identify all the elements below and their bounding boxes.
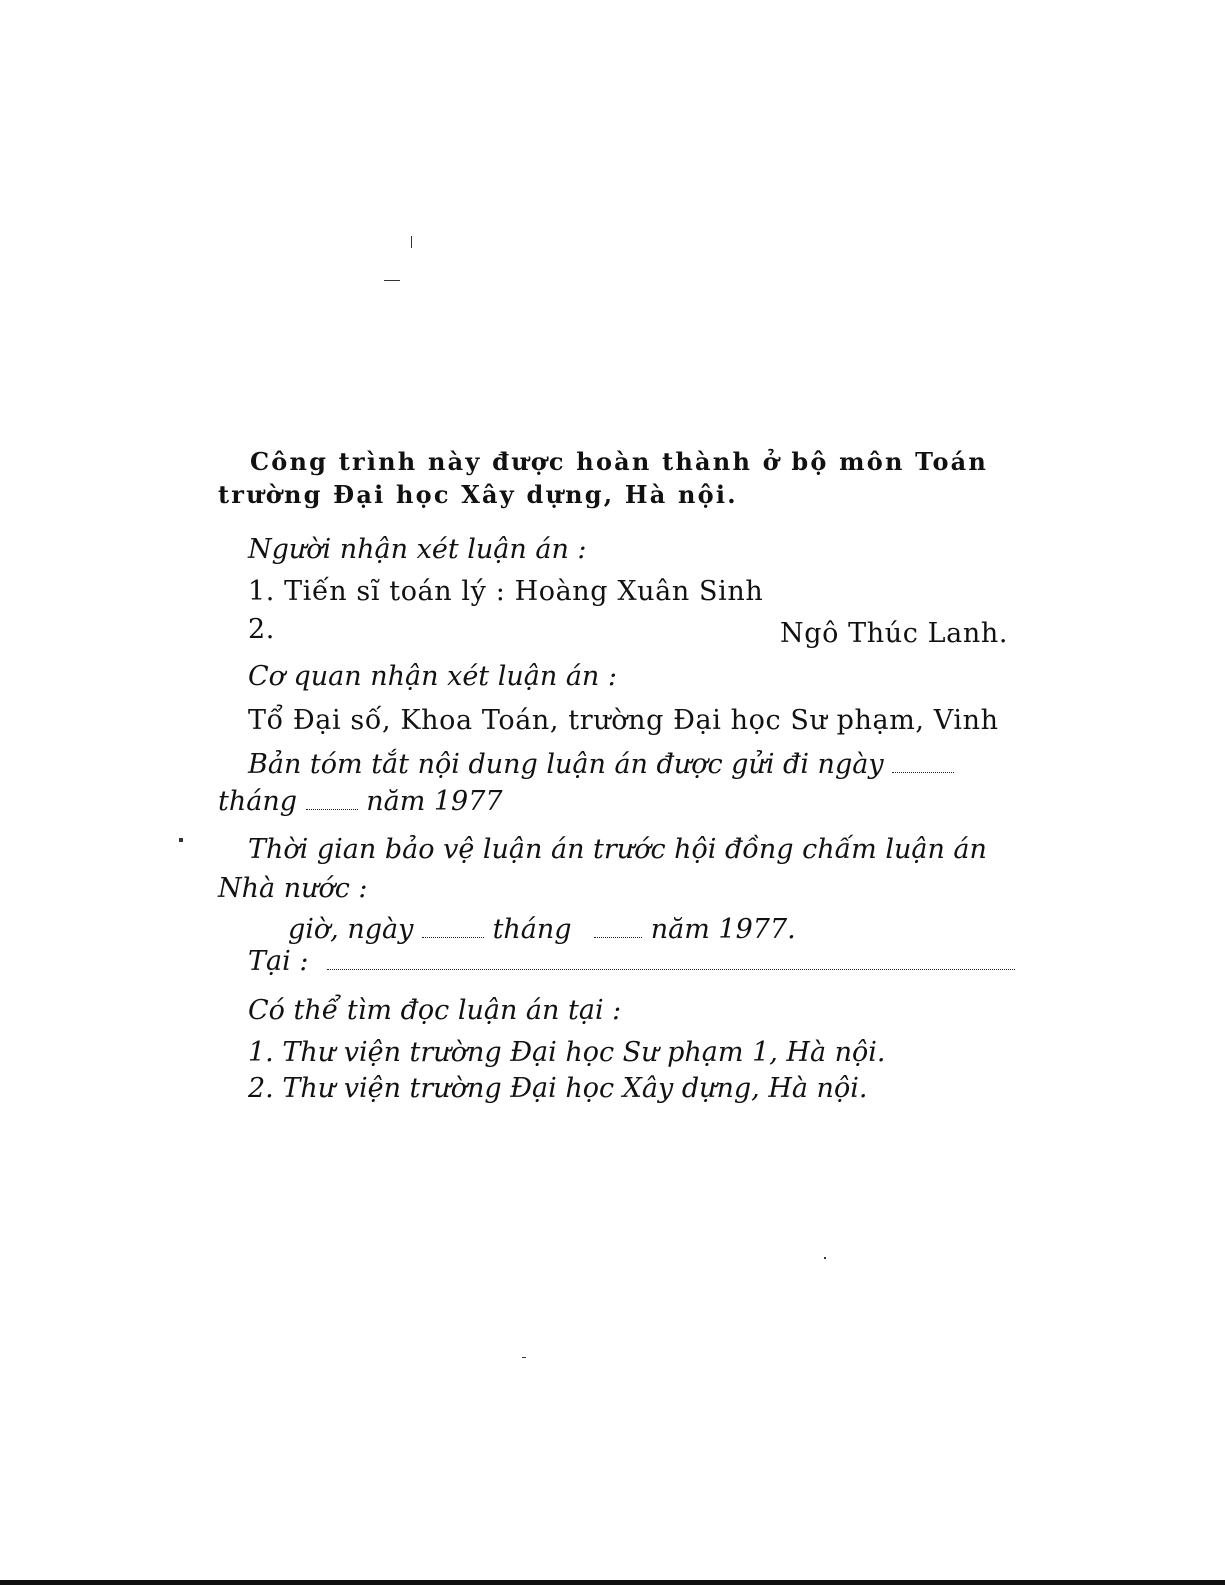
defense-day-blank — [422, 917, 484, 938]
defense-month-blank — [594, 917, 642, 938]
libraries-heading: Có thể tìm đọc luận án tại : — [248, 995, 622, 1026]
institution-name: Tổ Đại số, Khoa Toán, trường Đại học Sư phạm, Vinh — [248, 705, 999, 736]
reviewer-1: 1. Tiến sĩ toán lý : Hoàng Xuân Sinh — [248, 576, 764, 607]
defense-line-1: Thời gian bảo vệ luận án trước hội đồng chấm luận án — [248, 834, 987, 865]
scan-speck — [824, 1257, 826, 1259]
summary-line-2: tháng năm 1977 — [218, 786, 503, 817]
reviewers-heading: Người nhận xét luận án : — [248, 534, 587, 565]
reviewer-2-name: Ngô Thúc Lanh. — [780, 618, 1009, 649]
intro-line-1: Công trình này được hoàn thành ở bộ môn Toán — [250, 447, 989, 476]
defense-place: Tại : — [248, 945, 1015, 979]
defense-line-2: Nhà nước : — [218, 873, 368, 904]
institution-heading: Cơ quan nhận xét luận án : — [248, 661, 617, 692]
defense-datetime: giờ, ngày tháng năm 1977. — [288, 914, 796, 945]
scan-speck — [522, 1357, 526, 1358]
scan-speck — [384, 280, 400, 281]
summary-line-1: Bản tóm tắt nội dung luận án được gửi đi ngày — [248, 748, 954, 782]
scan-edge — [0, 1580, 1225, 1585]
day-blank — [892, 752, 954, 773]
library-2: 2. Thư viện trường Đại học Xây dựng, Hà nội. — [248, 1073, 868, 1104]
library-1: 1. Thư viện trường Đại học Sư phạm 1, Hà nội. — [248, 1037, 886, 1068]
reviewer-2-number: 2. — [248, 614, 275, 645]
intro-line-2: trường Đại học Xây dựng, Hà nội. — [218, 480, 738, 509]
scan-speck — [411, 236, 412, 248]
month-blank — [306, 789, 358, 810]
scan-speck — [179, 838, 183, 842]
place-blank — [327, 949, 1015, 970]
